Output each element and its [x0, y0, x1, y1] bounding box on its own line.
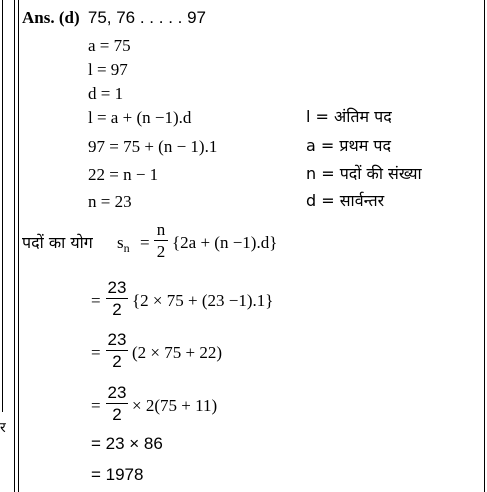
left-border-line-3: [18, 0, 19, 492]
sum-fraction-denominator: 2: [156, 242, 166, 261]
step-result: n = 23: [88, 192, 132, 211]
calc-2-expression: (2 × 75 + 22): [132, 343, 222, 362]
calc-1-bar: [106, 298, 128, 299]
calc-1-numerator: 23: [107, 278, 127, 297]
sum-fraction-numerator: n: [156, 220, 166, 239]
legend-last-term: l = अंतिम पद: [306, 107, 392, 126]
step-substitution: 97 = 75 + (n − 1).1: [88, 137, 218, 156]
calc-1-fraction: [106, 278, 128, 319]
sum-equals: =: [140, 233, 150, 252]
sum-symbol-s: s: [117, 233, 124, 252]
answer-prefix: Ans. (d): [22, 8, 80, 27]
sum-symbol-subscript: n: [123, 241, 130, 255]
calc-2-bar: [106, 350, 128, 351]
calc-3-equals: =: [91, 396, 101, 415]
left-border-line-2: [14, 0, 15, 492]
calc-1-expression: {2 × 75 + (23 −1).1}: [132, 291, 274, 310]
legend-common-difference: d = सार्वन्तर: [306, 191, 385, 210]
step-formula: l = a + (n −1).d: [88, 108, 192, 127]
calc-1-denominator: 2: [112, 300, 122, 319]
final-answer: = 1978: [91, 465, 144, 484]
final-product: = 23 × 86: [91, 434, 163, 453]
sum-symbol: [117, 233, 130, 258]
calc-2-denominator: 2: [112, 352, 122, 371]
calc-3-expression: × 2(75 + 11): [132, 396, 218, 415]
given-d: d = 1: [88, 84, 124, 103]
calc-2-numerator: 23: [107, 330, 127, 349]
step-simplify: 22 = n − 1: [88, 165, 159, 184]
legend-number-of-terms: n = पदों की संख्या: [306, 164, 422, 183]
sum-expression: {2a + (n −1).d}: [172, 233, 278, 252]
legend-first-term: a = प्रथम पद: [306, 136, 391, 155]
answer-sequence: 75, 76 . . . . . 97: [87, 8, 207, 27]
given-a: a = 75: [88, 36, 131, 55]
calc-3-bar: [106, 403, 128, 404]
given-l: l = 97: [88, 60, 128, 79]
calc-3-denominator: 2: [112, 405, 122, 424]
sum-label: पदों का योग: [22, 233, 93, 252]
calc-3-fraction: [106, 383, 128, 424]
right-border-line: [484, 0, 485, 492]
margin-mark: र: [0, 420, 6, 436]
calc-2-fraction: [106, 330, 128, 371]
answer-line: [22, 8, 206, 28]
calc-3-numerator: 23: [107, 383, 127, 402]
sum-fraction-bar: [154, 240, 168, 241]
left-border-line-1: [2, 0, 3, 412]
sum-fraction: [154, 220, 168, 261]
calc-1-equals: =: [91, 291, 101, 310]
calc-2-equals: =: [91, 343, 101, 362]
